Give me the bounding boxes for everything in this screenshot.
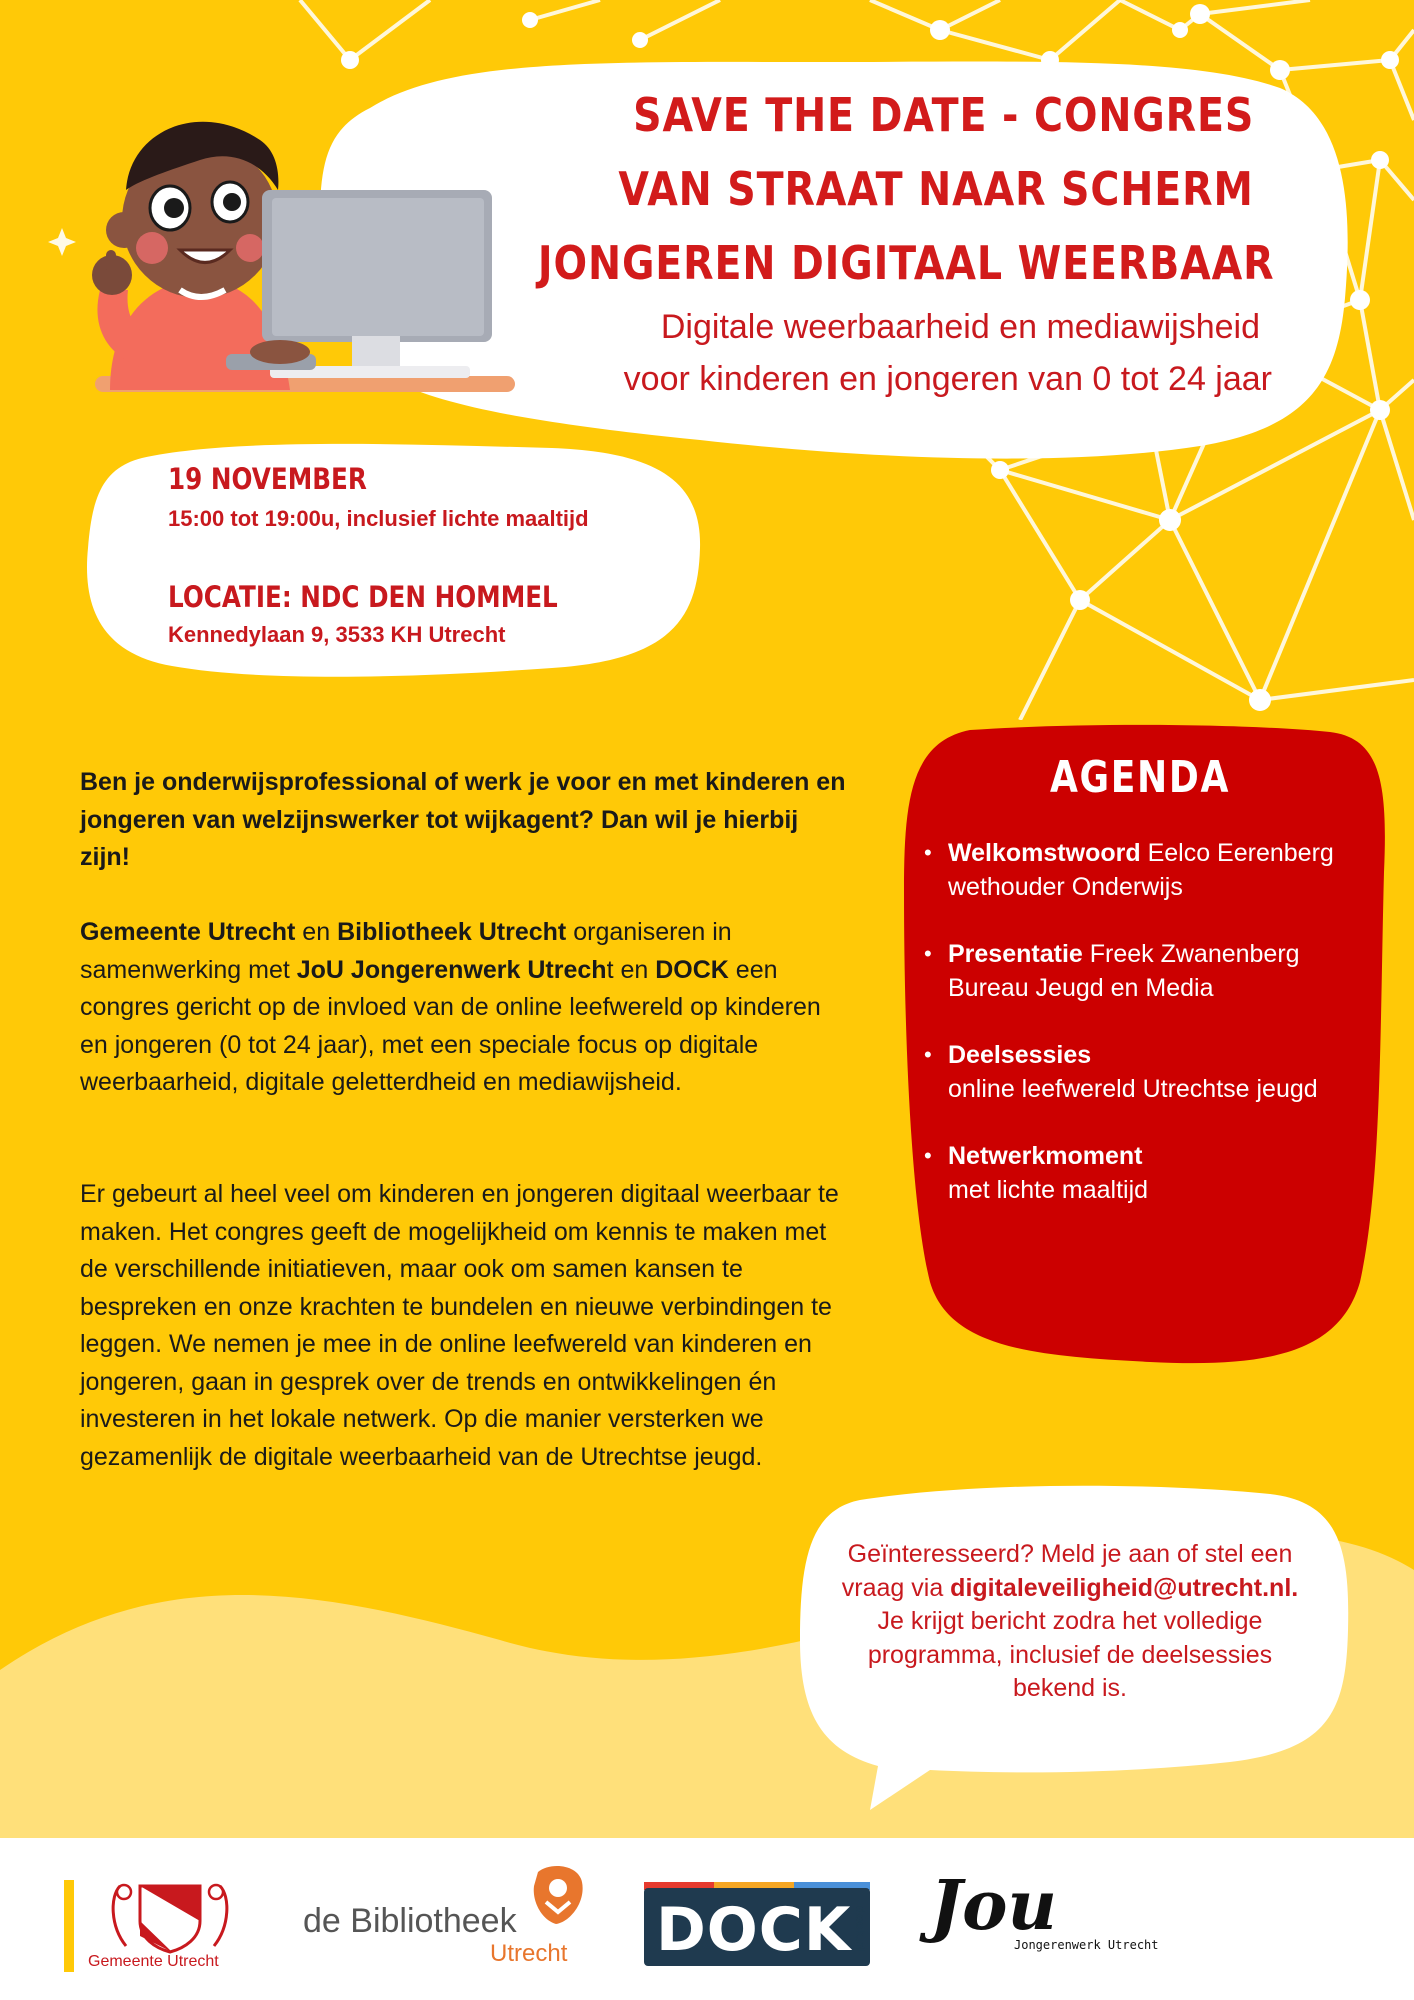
gemeente-utrecht-crest-icon (100, 1876, 240, 1956)
agenda-item-detail: met lichte maaltijd (948, 1176, 1149, 1204)
jou-logo-text: Jou (930, 1866, 1057, 1946)
p2-text-d: een congres gericht op de invloed van de online leefwereld op kinderen en jongeren (0 tot 24 jaar), met een speciale focus op digitale weerbaarheid, digitale geletterdheid en mediawijsheid. (80, 955, 821, 1096)
event-location-heading: LOCATIE: NDC DEN HOMMEL (168, 580, 558, 614)
contact-line-2: vraag via (841, 1573, 951, 1602)
org-bibliotheek: Bibliotheek Utrecht (337, 918, 567, 946)
gemeente-utrecht-logo-text: Gemeente Utrecht (88, 1953, 219, 1970)
org-dock: DOCK (655, 955, 729, 984)
bullet-icon: • (924, 840, 932, 865)
org-jou: JoU Jongerenwerk Utrech (296, 955, 607, 984)
p2-text-c: t en (606, 955, 656, 984)
title-line-1: SAVE THE DATE - CONGRES (632, 88, 1254, 142)
bullet-icon: • (924, 1143, 932, 1168)
title-line-3: JONGEREN DIGITAAL WEERBAAR (537, 236, 1274, 290)
event-address: Kennedylaan 9, 3533 KH Utrecht (168, 622, 506, 647)
intro-lead (80, 764, 850, 877)
contact-line-3: Je krijgt bericht zodra het volledige (877, 1607, 1263, 1635)
agenda-item-speaker: Eelco Eerenberg (1140, 839, 1334, 867)
p3-text: Er gebeurt al heel veel om kinderen en jongeren digitaal weerbaar te maken. Het congres geeft de mogelijkheid om kennis te maken met de verschillende initiatieven, maar ook om samen kansen te bespreken en onze krachten te bundelen en nieuwe verbindingen te leggen. We nemen je mee in de online leefwereld van kinderen en jongeren, gaan in gesprek over de trends en ontwikkelingen én investeren in het lokale netwerk. Op die manier versterken we gezamenlijk de digitale weerbaarheid van de Utrechtse jeugd. (80, 1180, 839, 1471)
agenda-item-netwerkmoment (924, 1139, 1384, 1207)
contact-text (810, 1538, 1330, 1706)
boy-computer-illustration (40, 90, 520, 400)
contact-line-5: bekend is. (1013, 1674, 1127, 1702)
agenda-item-welkomstwoord (924, 836, 1384, 904)
agenda-item-label: Welkomstwoord (948, 839, 1141, 867)
agenda-item-presentatie (924, 937, 1384, 1005)
bibliotheek-logo-text: de Bibliotheek (303, 1902, 517, 1940)
footer-accent-bar (64, 1880, 74, 1972)
org-gemeente: Gemeente Utrecht (80, 918, 296, 946)
bullet-icon: • (924, 941, 932, 966)
agenda-item-detail: wethouder Onderwijs (948, 873, 1183, 901)
agenda-item-speaker: Freek Zwanenberg (1082, 940, 1300, 968)
agenda-item-label: Presentatie (948, 940, 1083, 968)
agenda-item-deelsessies (924, 1038, 1384, 1106)
agenda-item-detail: online leefwereld Utrechtse jeugd (948, 1075, 1318, 1103)
subtitle-line-2: voor kinderen en jongeren van 0 tot 24 jaar (623, 360, 1272, 398)
contact-line-1: Geïnteresseerd? Meld je aan of stel een (847, 1540, 1293, 1568)
dock-url-text: dock.nl (853, 1906, 868, 1952)
intro-paragraph-2 (80, 914, 850, 1102)
agenda-item-detail: Bureau Jeugd en Media (948, 974, 1214, 1002)
title-line-2: VAN STRAAT NAAR SCHERM (618, 162, 1254, 216)
event-time: 15:00 tot 19:00u, inclusief lichte maaltijd (168, 506, 589, 531)
intro-lead-text: Ben je onderwijsprofessional of werk je voor en met kinderen en jongeren van welzijnswerker tot wijkagent? Dan wil je hierbij zijn! (80, 768, 846, 871)
agenda-list (924, 836, 1384, 1240)
agenda-item-label: Deelsessies (948, 1041, 1092, 1069)
bullet-icon: • (924, 1042, 932, 1067)
agenda-item-label: Netwerkmoment (948, 1142, 1143, 1170)
agenda-title: AGENDA (1049, 752, 1231, 803)
dock-logo-text: DOCK (656, 1895, 852, 1965)
contact-email-link[interactable]: digitaleveiligheid@utrecht.nl. (950, 1573, 1299, 1602)
bibliotheek-logo-icon (530, 1862, 586, 1926)
p2-text-b: organiseren in samenwerking met (80, 918, 732, 984)
contact-line-4: programma, inclusief de deelsessies (867, 1640, 1273, 1669)
jou-logo-subtext: Jongerenwerk Utrecht (1014, 1938, 1159, 1952)
event-date: 19 NOVEMBER (168, 462, 367, 496)
intro-paragraph-3 (80, 1176, 850, 1476)
bibliotheek-logo-subtext: Utrecht (490, 1940, 568, 1967)
subtitle-line-1: Digitale weerbaarheid en mediawijsheid (660, 308, 1260, 346)
p2-text-a: en (295, 918, 338, 946)
